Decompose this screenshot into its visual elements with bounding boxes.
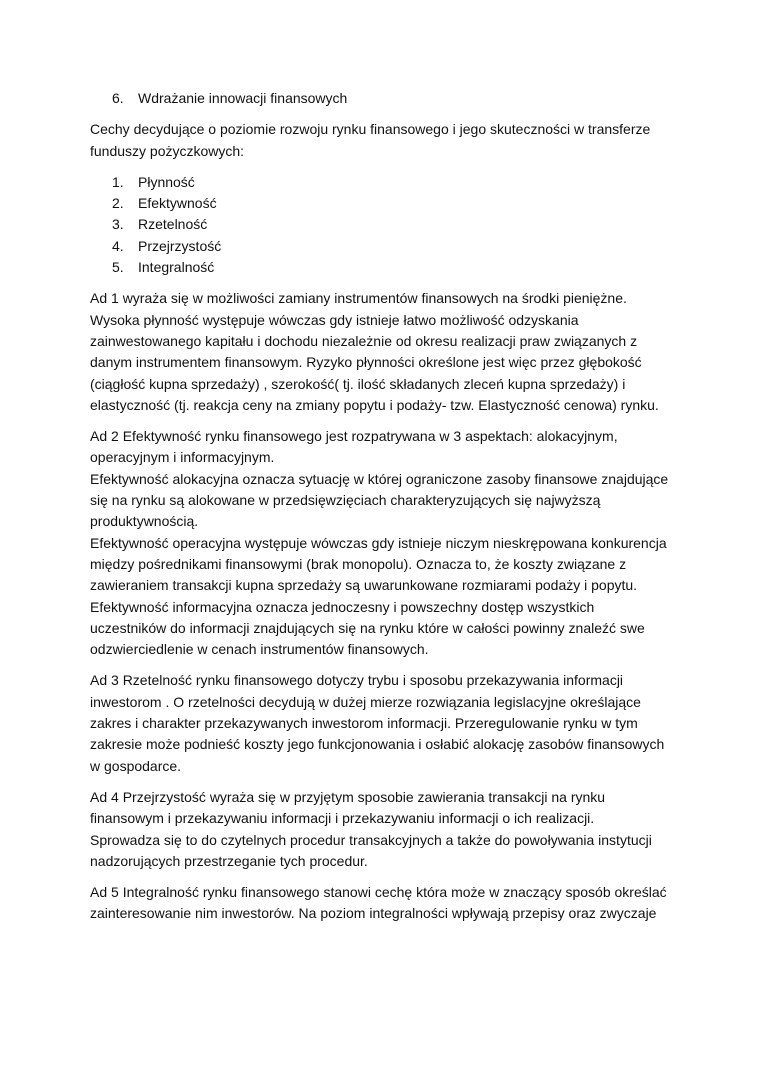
list-item [90,214,680,235]
text-line: zakresie może podnieść koszty jego funkcjonowania i osłabić alokację zasobów finansowych [90,736,665,753]
text-line: danym instrumentem finansowym. Ryzyko płynności określone jest więc przez głębokość [90,354,642,371]
document-page [90,88,680,925]
list-text: Przejrzystość [138,237,222,254]
list-item [90,172,680,193]
list-number: 3. [112,216,124,233]
list-text: Wdrażanie innowacji finansowych [138,90,348,106]
text-line: zainwestowanego kapitału i dochodu niezależnie od okresu realizacji praw związanych z [90,332,638,349]
list-item [90,193,680,214]
text-line: w gospodarce. [90,757,182,774]
text-line: finansowym i przekazywaniu informacji i przekazywaniu informacji o ich realizacji. [90,810,595,827]
list-text: Integralność [138,259,215,276]
text-line: zakres i charakter przekazywanych inwestorom informacji. Przeregulowanie rynku w tym [90,715,638,732]
ad2-paragraph [90,426,680,660]
features-list [90,172,680,278]
text-line: zawieraniem transakcji kupna sprzedaży są uwarunkowane rozmiarami podaży i popytu. [90,577,638,594]
list-item [90,236,680,257]
text-line: produktywnością. [90,513,199,530]
ad3-paragraph [90,670,680,776]
text-line: Efektywność operacyjna występuje wówczas gdy istnieje niczym nieskrępowana konkurencja [90,534,667,551]
text-line: elastyczność (tj. reakcja ceny na zmiany popytu i podaży- tzw. Elastyczność cenowa) rynku. [90,396,659,413]
ad5-paragraph [90,882,680,925]
list-number: 6. [112,90,124,106]
text-line: między pośrednikami finansowymi (brak monopolu). Oznacza to, że koszty związane z [90,555,627,572]
text-line: Ad 4 Przejrzystość wyraża się w przyjętym sposobie zawierania transakcji na rynku [90,788,606,805]
list-number: 5. [112,259,124,276]
text-line: Efektywność informacyjna oznacza jednoczesny i powszechny dostęp wszystkich [90,598,595,615]
text-line: Efektywność alokacyjna oznacza sytuację w której ograniczone zasoby finansowe znajdujące [90,470,669,487]
ad1-paragraph [90,288,680,416]
text-line: Sprowadza się to do czytelnych procedur transakcyjnych a także do powoływania instytucji [90,831,652,848]
text-line: Ad 2 Efektywność rynku finansowego jest rozpatrywana w 3 aspektach: alokacyjnym, [90,428,618,445]
text-line: (ciągłość kupna sprzedaży) , szerokość( tj. ilość składanych zleceń kupna sprzedaży) i [90,375,626,392]
text-line: odzwierciedlenie w cenach instrumentów finansowych. [90,641,429,658]
text-line: inwestorom . O rzetelności decydują w dużej mierze rozwiązania legislacyjne określające [90,693,641,710]
text-line: nadzorujących przestrzeganie tych procedur. [90,852,368,869]
text-line: Ad 3 Rzetelność rynku finansowego dotyczy trybu i sposobu przekazywania informacji [90,672,624,689]
list-number: 1. [112,173,124,190]
list-item [90,257,680,278]
list-number: 4. [112,237,124,254]
list-text: Rzetelność [138,216,208,233]
text-line: się na rynku są alokowane w przedsięwzięciach charakteryzujących się najwyższą [90,492,601,509]
text-line: zainteresowanie nim inwestorów. Na poziom integralności wpływają przepisy oraz zwyczaje [90,905,657,922]
text-line: operacyjnym i informacyjnym. [90,449,275,466]
ad4-paragraph [90,787,680,872]
list-item [90,88,680,109]
text-line: funduszy pożyczkowych: [90,142,245,159]
list-text: Płynność [138,173,195,190]
top-list [90,88,680,109]
list-number: 2. [112,195,124,212]
text-line: uczestników do informacji znajdujących się na rynku które w całości powinny znaleźć swe [90,619,645,636]
intro-paragraph [90,119,680,162]
text-line: Ad 1 wyraża się w możliwości zamiany instrumentów finansowych na środki pieniężne. [90,290,627,307]
text-line: Wysoka płynność występuje wówczas gdy istnieje łatwo możliwość odzyskania [90,311,579,328]
text-line: Cechy decydujące o poziomie rozwoju rynku finansowego i jego skuteczności w transferze [90,121,651,138]
text-line: Ad 5 Integralność rynku finansowego stanowi cechę która może w znaczący sposób określać [90,884,667,901]
list-text: Efektywność [138,195,217,212]
